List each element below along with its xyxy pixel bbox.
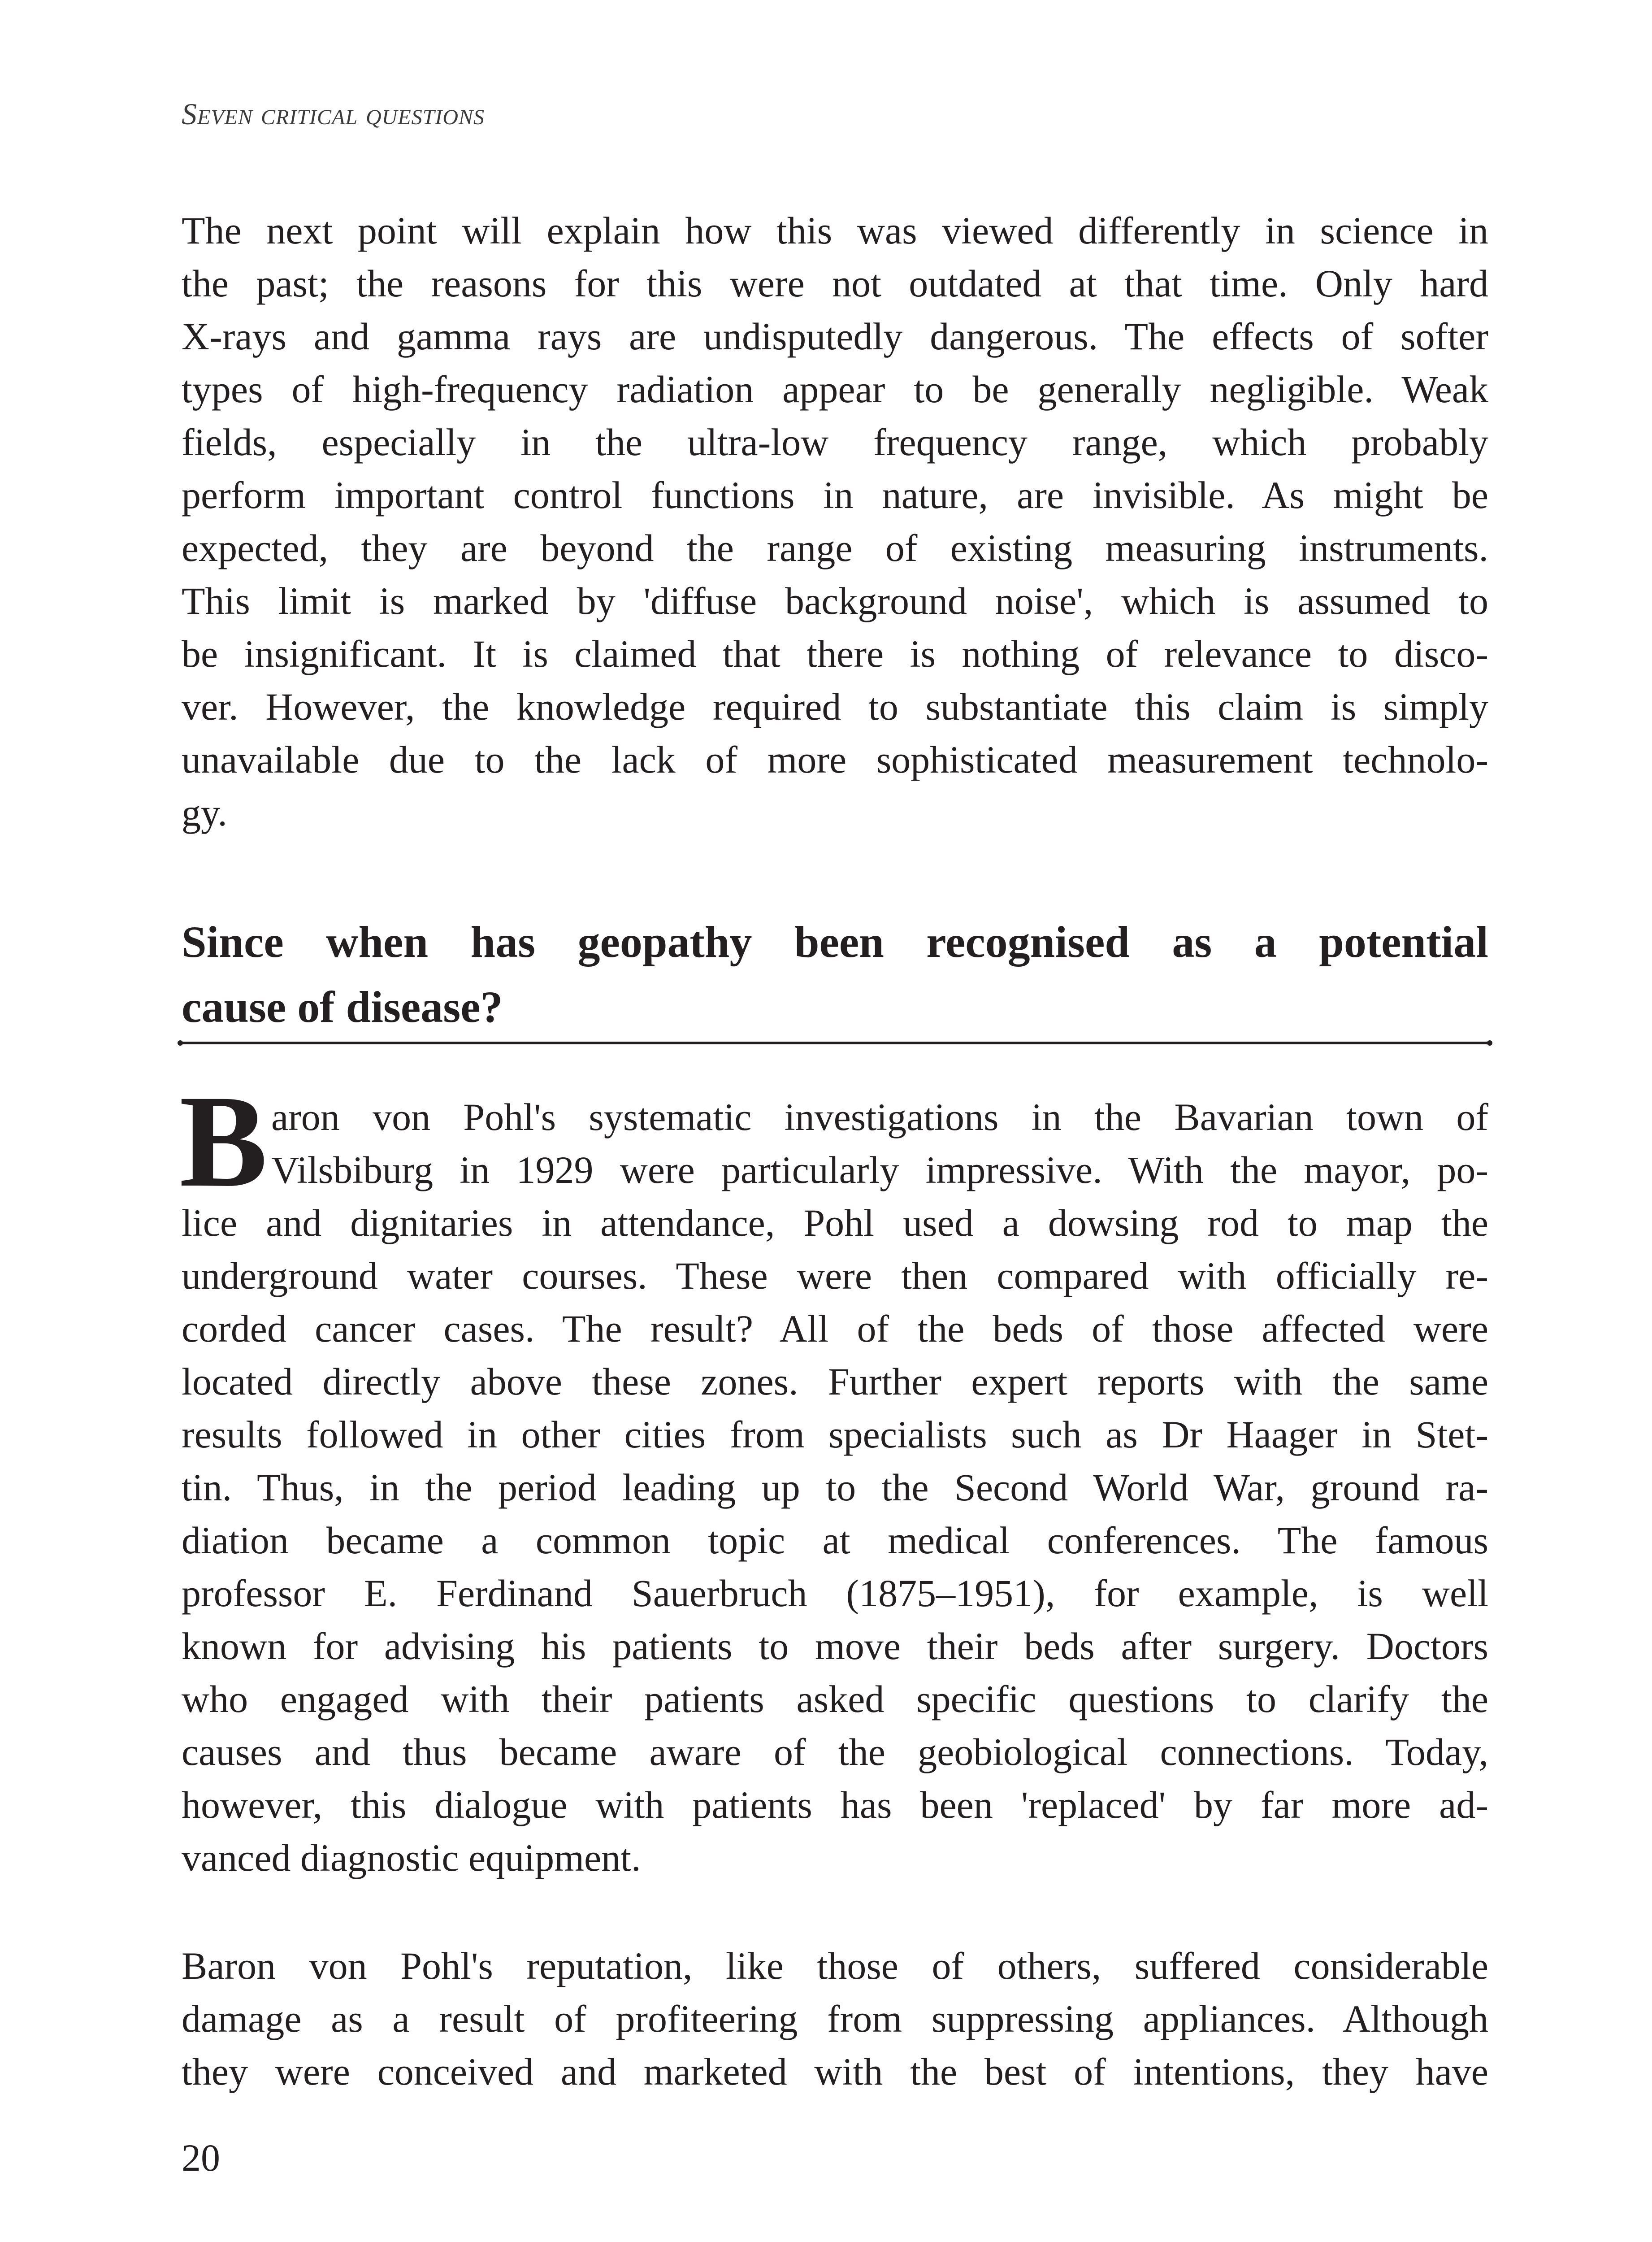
text-line: fields, especially in the ultra-low frequency range, which probably [182,421,1488,464]
text-line: corded cancer cases. The result? All of the beds of those affected were [182,1307,1488,1350]
text-line: lice and dignitaries in attendance, Pohl used a dowsing rod to map the [182,1201,1488,1244]
text-line: ver. However, the knowledge required to substantiate this claim is simply [182,685,1488,728]
heading-line: cause of disease? [182,982,503,1032]
text-line: who engaged with their patients asked specific questions to clarify the [182,1677,1488,1721]
text-line: results followed in other cities from specialists such as Dr Haager in Stet- [182,1413,1488,1456]
paragraph-von-pohl [182,1091,1488,1884]
paragraph-reputation [182,1939,1488,2098]
text-line: professor E. Ferdinand Sauerbruch (1875–1951), for example, is well [182,1572,1488,1615]
text-line: Baron von Pohl's reputation, like those of others, suffered considerable [182,1944,1488,1987]
text-line: vanced diagnostic equipment. [182,1836,641,1879]
text-line: tin. Thus, in the period leading up to the Second World War, ground ra- [182,1466,1488,1509]
text-line: however, this dialogue with patients has been 'replaced' by far more ad- [182,1783,1488,1826]
text-line: they were conceived and marketed with the best of intentions, they have [182,2050,1488,2093]
heading-line: Since when has geopathy been recognised as a potential [182,917,1488,967]
heading-rule [179,1042,1491,1044]
text-line: the past; the reasons for this were not outdated at that time. Only hard [182,262,1488,305]
text-line: damage as a result of profiteering from suppressing appliances. Although [182,1997,1488,2040]
section-heading [182,909,1488,1039]
text-line: diation became a common topic at medical conferences. The famous [182,1519,1488,1562]
text-line: expected, they are beyond the range of existing measuring instruments. [182,526,1488,569]
text-line: The next point will explain how this was viewed differently in science in [182,209,1488,252]
text-line: perform important control functions in nature, are invisible. As might be [182,474,1488,517]
text-line: X-rays and gamma rays are undisputedly dangerous. The effects of softer [182,315,1488,358]
text-line: causes and thus became aware of the geobiological connections. Today, [182,1730,1488,1773]
text-line: known for advising his patients to move their beds after surgery. Doctors [182,1625,1488,1668]
drop-cap: B [179,1068,268,1214]
paragraph-radiation [182,204,1488,839]
text-line: This limit is marked by 'diffuse background noise', which is assumed to [182,579,1488,622]
text-line: aron von Pohl's systematic investigations in the Bavarian town of [271,1095,1488,1138]
page-number: 20 [182,2136,220,2179]
text-line: underground water courses. These were then compared with officially re- [182,1254,1488,1297]
running-head: Seven critical questions [182,97,485,131]
text-line: unavailable due to the lack of more sophisticated measurement technolo- [182,738,1488,781]
text-line: gy. [182,791,227,834]
text-line: be insignificant. It is claimed that there is nothing of relevance to disco- [182,632,1488,675]
text-line: types of high-frequency radiation appear to be generally negligible. Weak [182,368,1488,411]
text-line: located directly above these zones. Further expert reports with the same [182,1360,1488,1403]
text-line: Vilsbiburg in 1929 were particularly impressive. With the mayor, po- [271,1148,1488,1191]
